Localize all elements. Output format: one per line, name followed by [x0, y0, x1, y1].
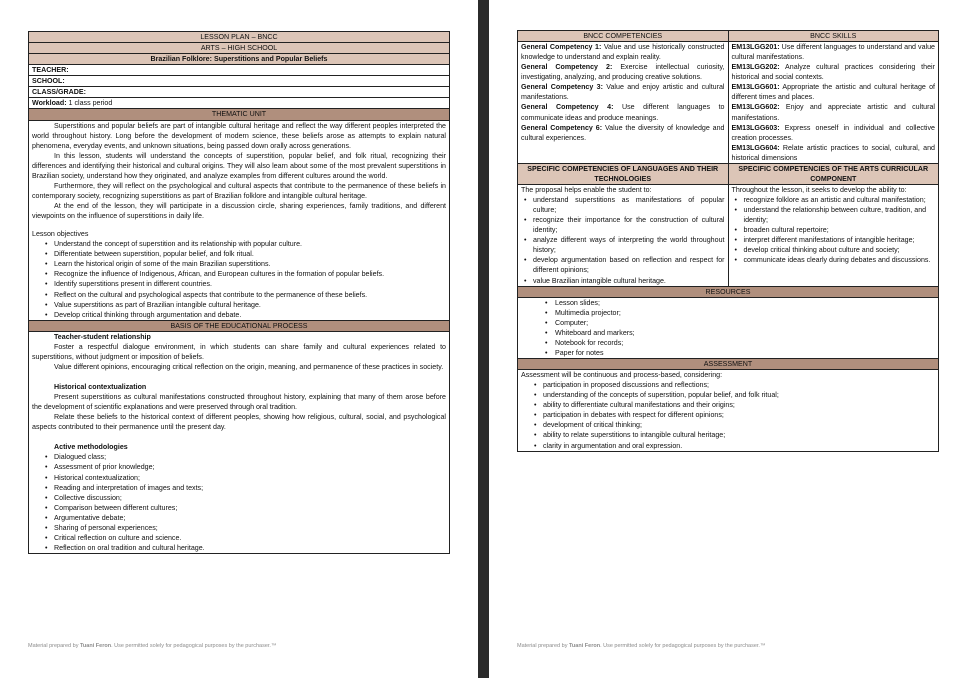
list-item: • Multimedia projector;: [521, 308, 935, 318]
skill-item: [732, 123, 936, 143]
list-item: • Lesson slides;: [521, 298, 935, 308]
bncc-competencies-heading: BNCC COMPETENCIES: [518, 31, 729, 42]
competency-label: General Competency 4:: [521, 103, 614, 112]
historical-title: Historical contextualization: [54, 383, 147, 391]
competency-item: [521, 102, 725, 122]
relationship-title: Teacher-student relationship: [54, 332, 151, 341]
languages-intro: The proposal helps enable the student to:: [521, 185, 652, 194]
competency-item: [521, 42, 725, 62]
list-item: • Sharing of personal experiences;: [32, 523, 446, 533]
objectives-list: [32, 239, 446, 320]
list-item: • Computer;: [521, 318, 935, 328]
skill-label: EM13LGG604:: [731, 143, 780, 152]
arts-intro: Throughout the lesson, it seeks to develop the ability to:: [731, 185, 907, 194]
assessment-list: [521, 380, 935, 450]
list-item: • Understand the concept of superstition and its relationship with popular culture.: [32, 239, 446, 249]
thematic-unit-heading: THEMATIC UNIT: [29, 109, 450, 120]
thematic-paragraph: Superstitions and popular beliefs are part of intangible cultural heritage and reflect the way different peoples interpreted the world throughout history. Long before the development of modern science, these beliefs arose as attempts to explain natural phenomena, everyday events, and unknown situations, being passed down orally across generations.: [32, 121, 446, 150]
list-item: • Develop critical thinking through argumentation and debate.: [32, 310, 446, 320]
list-item: • Critical reflection on culture and science.: [32, 533, 446, 543]
footer-suffix: . Use permitted solely for pedagogical purposes by the purchaser.™: [600, 643, 766, 649]
workload-field: [29, 98, 450, 109]
page-1: [0, 0, 478, 678]
list-item: • clarity in argumentation and oral expression.: [521, 441, 935, 451]
list-item: • recognize their importance for the construction of cultural identity;: [521, 215, 725, 235]
list-item: • understand superstitions as manifestations of popular culture;: [521, 195, 725, 215]
list-item: • Notebook for records;: [521, 338, 935, 348]
list-item: • Historical contextualization;: [32, 473, 446, 483]
thematic-paragraph: In this lesson, students will understand the concepts of superstition, popular belief, and folk ritual, recognizing their differences and identifying their historical and cultural origins. They will also learn about some of the most prevalent superstitions in Brazilian society, understand how they originated, and analyze examples from different cultures around the world.: [32, 151, 446, 180]
lesson-plan-table-wrapper: [28, 31, 450, 554]
skill-label: EM13LGG201:: [731, 43, 780, 52]
list-item: • value Brazilian intangible cultural heritage.: [521, 276, 725, 286]
page-footer: [28, 643, 276, 649]
methods-title: Active methodologies: [54, 443, 128, 452]
skill-item: [732, 62, 936, 82]
skill-label: EM13LGG602:: [731, 103, 780, 112]
competency-text: Exercise intellectual curiosity, investigating, analyzing, and producing creative solutions.: [521, 63, 725, 82]
school-field: SCHOOL:: [29, 76, 450, 87]
skill-text: Enjoy and appreciate artistic and cultural manifestations.: [731, 103, 935, 122]
languages-list: [521, 195, 725, 286]
relationship-paragraph: Value different opinions, encouraging critical reflection on the origin, meaning, and permanence of these practices in society.: [54, 362, 444, 371]
footer-prefix: Material prepared by: [517, 643, 569, 649]
skill-text: Relate artistic practices to social, cultural, and historical dimensions: [731, 143, 935, 162]
bncc-competencies-cell: [518, 42, 729, 164]
footer-prefix: Material prepared by: [28, 643, 80, 649]
list-item: • develop argumentation based on reflection and respect for different opinions;: [521, 255, 725, 275]
list-item: • Comparison between different cultures;: [32, 503, 446, 513]
arts-competencies-heading: SPECIFIC COMPETENCIES OF THE ARTS CURRICULAR COMPONENT: [728, 163, 939, 184]
page-footer: [517, 643, 765, 649]
list-item: • ability to relate superstitions to intangible cultural heritage;: [521, 430, 935, 440]
list-item: • interpret different manifestations of intangible heritage;: [732, 235, 936, 245]
skill-label: EM13LGG603:: [731, 123, 780, 132]
competency-label: General Competency 3:: [521, 83, 603, 92]
skill-text: Analyze cultural practices considering their historical and social contexts.: [731, 63, 935, 82]
list-item: • Dialogued class;: [32, 452, 446, 462]
skill-text: Express oneself in individual and collective creation processes.: [731, 123, 935, 142]
footer-author: Tuani Feron: [568, 643, 601, 649]
competency-text: Value and use historically constructed knowledge to understand and explain reality.: [521, 43, 725, 62]
competency-item: [521, 123, 725, 143]
skill-text: Use different languages to understand and value cultural manifestations.: [731, 43, 935, 62]
skill-text: Appropriate the artistic and cultural heritage of different times and places.: [731, 83, 935, 102]
lesson-plan-title: LESSON PLAN – BNCC: [29, 32, 450, 43]
list-item: • participation in proposed discussions and reflections;: [521, 380, 935, 390]
list-item: • analyze different ways of interpreting the world throughout history;: [521, 235, 725, 255]
list-item: • Collective discussion;: [32, 493, 446, 503]
languages-competencies-heading: SPECIFIC COMPETENCIES OF LANGUAGES AND THEIR TECHNOLOGIES: [518, 163, 729, 184]
resources-heading: RESOURCES: [518, 286, 939, 297]
list-item: • recognize folklore as an artistic and cultural manifestation;: [732, 195, 936, 205]
competency-text: Value the diversity of knowledge and cultural experiences.: [521, 123, 725, 142]
list-item: • understand the relationship between culture, tradition, and identity;: [732, 205, 936, 225]
list-item: • communicate ideas clearly during debates and discussions.: [732, 255, 936, 265]
footer-suffix: . Use permitted solely for pedagogical purposes by the purchaser.™: [111, 643, 277, 649]
page-divider: [478, 0, 489, 678]
list-item: • Argumentative debate;: [32, 513, 446, 523]
list-item: • Assessment of prior knowledge;: [32, 462, 446, 472]
list-item: • understanding of the concepts of superstition, popular belief, and folk ritual;: [521, 390, 935, 400]
list-item: • Recognize the influence of Indigenous, African, and European cultures in the formation of popular beliefs.: [32, 269, 446, 279]
skill-label: EM13LGG601:: [731, 83, 780, 92]
thematic-paragraph: At the end of the lesson, they will participate in a discussion circle, sharing experiences, family traditions, and different viewpoints on the influence of superstitions in daily life.: [32, 202, 446, 221]
competency-item: [521, 62, 725, 82]
basis-heading: BASIS OF THE EDUCATIONAL PROCESS: [29, 320, 450, 331]
skill-item: [732, 42, 936, 62]
basis-body: [29, 331, 450, 553]
lesson-plan-table: [28, 31, 450, 554]
competency-text: Use different languages to communicate ideas and produce meanings.: [521, 103, 725, 122]
skill-item: [732, 102, 936, 122]
thematic-unit-body: [29, 120, 450, 320]
skill-item: [732, 82, 936, 102]
list-item: • Learn the historical origin of some of the main Brazilian superstitions.: [32, 259, 446, 269]
class-field: CLASS/GRADE:: [29, 87, 450, 98]
list-item: • ability to differentiate cultural manifestations and their origins;: [521, 400, 935, 410]
skill-label: EM13LGG202:: [731, 63, 780, 72]
resources-cell: [518, 297, 939, 358]
bncc-skills-cell: [728, 42, 939, 164]
relationship-paragraph: Foster a respectful dialogue environment, in which students can share family and cultural experiences related to superstitions, without judgment or imposition of beliefs.: [32, 342, 446, 361]
lesson-plan-subtitle: ARTS – HIGH SCHOOL: [29, 43, 450, 54]
thematic-paragraph: Furthermore, they will reflect on the psychological and cultural aspects that contribute to the permanence of these beliefs in contemporary society, recognizing superstitions as part of Brazilian folklore and intangible cultural heritage.: [32, 181, 446, 200]
competencies-table: [517, 30, 939, 452]
competency-text: Value and enjoy artistic and cultural manifestations.: [521, 83, 725, 102]
bncc-skills-heading: BNCC SKILLS: [728, 31, 939, 42]
page-2: [489, 0, 967, 678]
resources-list: [521, 298, 935, 358]
assessment-heading: ASSESSMENT: [518, 359, 939, 370]
arts-competencies-cell: [728, 184, 939, 286]
historical-paragraph: Present superstitions as cultural manifestations constructed throughout history, explaining that many of them arose before the development of scientific explanations and were preserved through oral tradition.: [32, 393, 446, 412]
lesson-plan-topic: Brazilian Folklore: Superstitions and Popular Beliefs: [29, 54, 450, 65]
list-item: • Value superstitions as part of Brazilian intangible cultural heritage.: [32, 300, 446, 310]
list-item: • Differentiate between superstition, popular belief, and folk ritual.: [32, 249, 446, 259]
list-item: • development of critical thinking;: [521, 420, 935, 430]
methods-list: [32, 452, 446, 553]
assessment-cell: [518, 370, 939, 452]
list-item: • develop critical thinking about culture and society;: [732, 245, 936, 255]
competencies-table-wrapper: [517, 30, 939, 452]
historical-paragraph: Relate these beliefs to the historical context of different peoples, showing how religious, cultural, social, and psychological aspects contributed to their permanence until the present day.: [32, 413, 446, 432]
list-item: • Reflect on the cultural and psychological aspects that contribute to the permanence of these beliefs.: [32, 290, 446, 300]
teacher-field: TEACHER:: [29, 65, 450, 76]
competency-label: General Competency 1:: [521, 43, 602, 52]
footer-author: Tuani Feron: [79, 643, 112, 649]
workload-label: Workload:: [32, 99, 67, 108]
languages-competencies-cell: [518, 184, 729, 286]
competency-label: General Competency 6:: [521, 123, 603, 132]
competency-label: General Competency 2:: [521, 63, 613, 72]
arts-list: [732, 195, 936, 265]
list-item: • Identify superstitions present in different countries.: [32, 279, 446, 289]
list-item: • Whiteboard and markers;: [521, 328, 935, 338]
list-item: • Reading and interpretation of images and texts;: [32, 483, 446, 493]
assessment-intro: Assessment will be continuous and process-based, considering:: [521, 371, 723, 380]
competency-item: [521, 82, 725, 102]
workload-value: 1 class period: [68, 99, 113, 108]
skill-item: [732, 143, 936, 163]
list-item: • broaden cultural repertoire;: [732, 225, 936, 235]
list-item: • Paper for notes: [521, 348, 935, 358]
objectives-label: Lesson objectives: [32, 230, 89, 239]
list-item: • Reflection on oral tradition and cultural heritage.: [32, 543, 446, 553]
list-item: • participation in debates with respect for different opinions;: [521, 410, 935, 420]
